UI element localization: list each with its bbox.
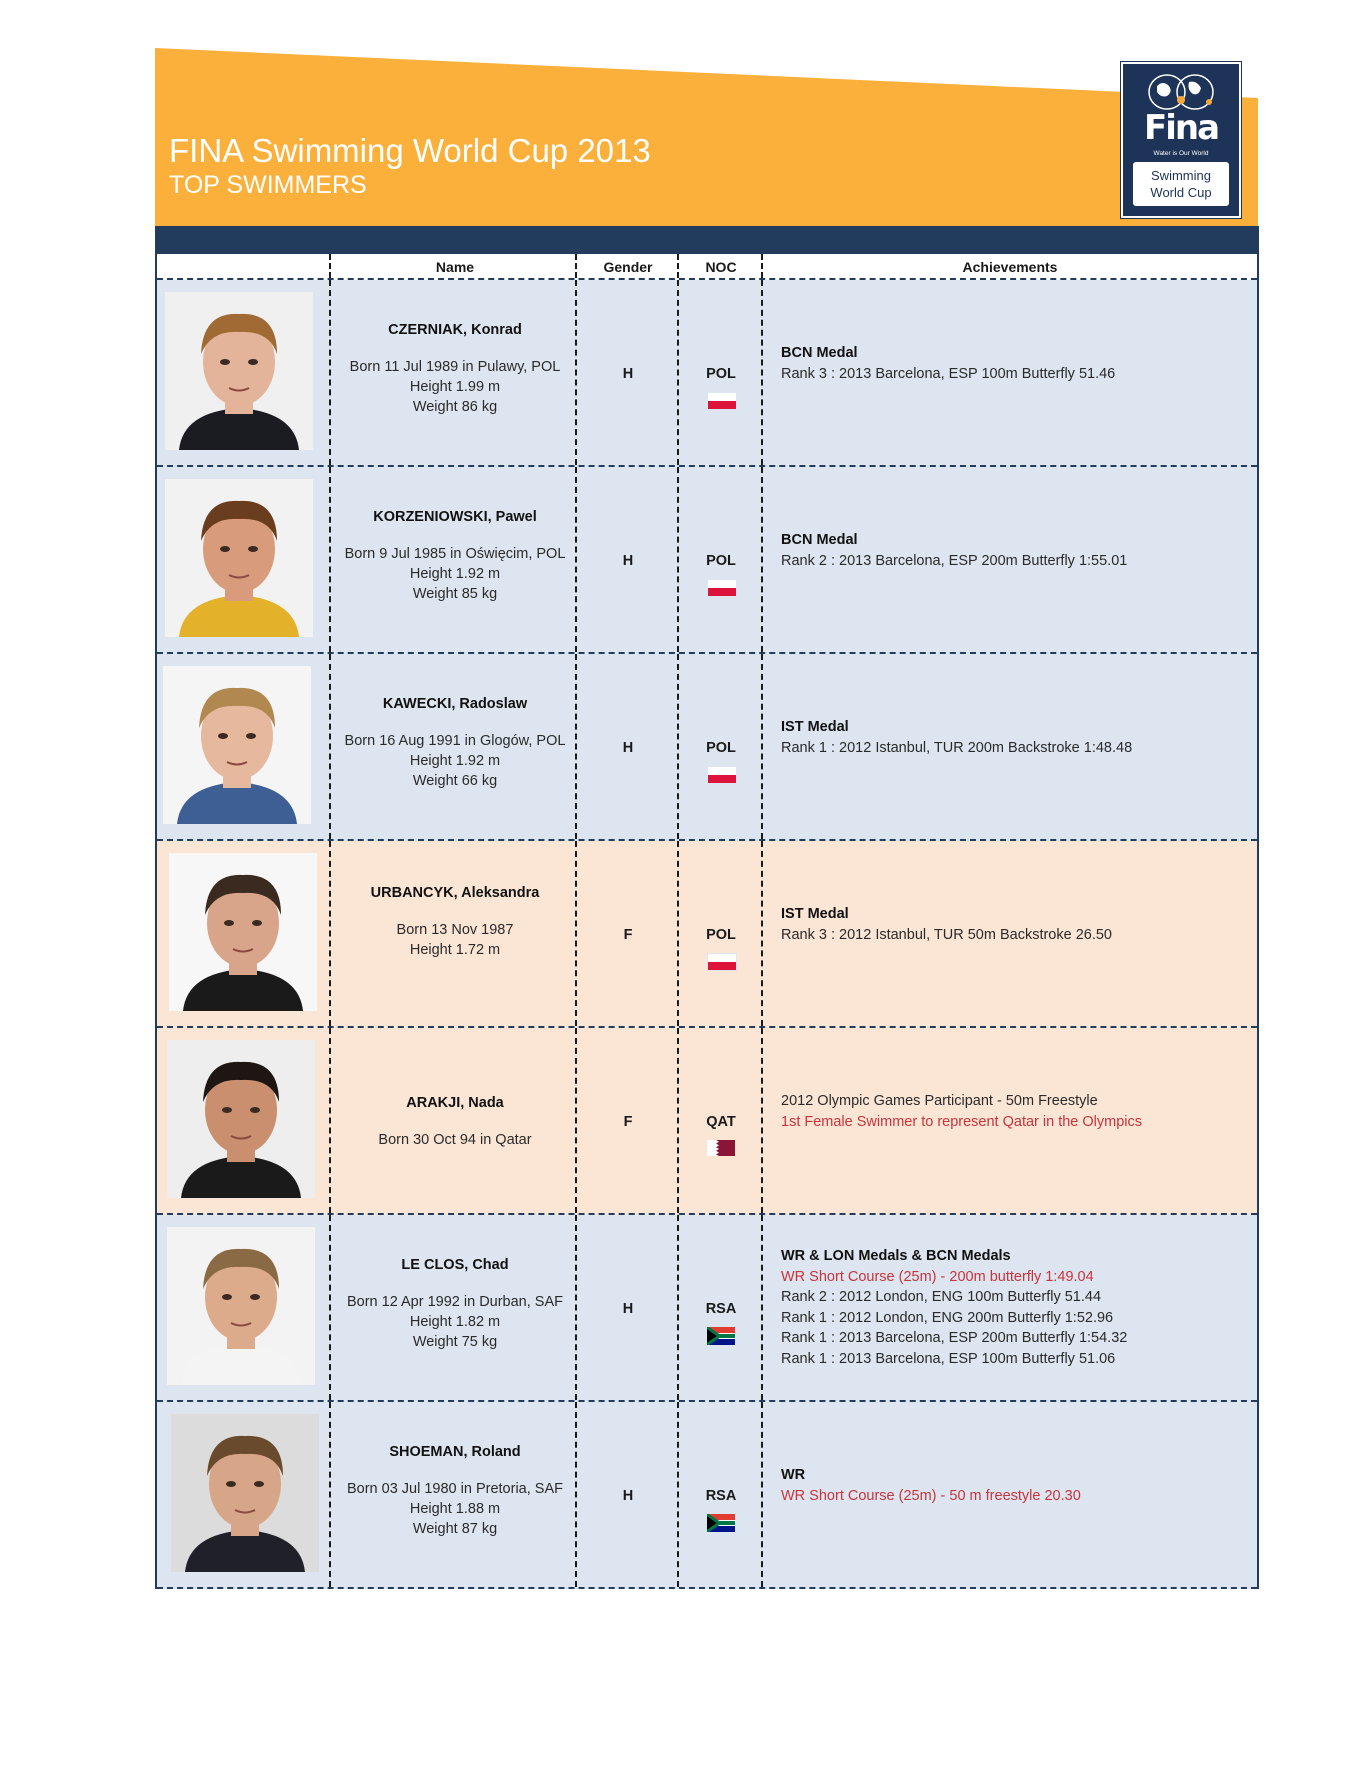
achievement-line: Rank 1 : 2012 Istanbul, TUR 200m Backstroke 1:48.48 [781,739,1133,756]
table-row [157,1215,1257,1402]
swimmer-detail: Born 9 Jul 1985 in Oświęcim, POL [344,546,566,562]
swimmer-info [333,1028,577,1213]
achievement-line: 1st Female Swimmer to represent Qatar in the Olympics [781,1113,1143,1130]
achievement-line: WR Short Course (25m) - 200m butterfly 1:49.04 [781,1268,1094,1285]
swimmer-detail: Height 1.99 m [409,379,501,395]
swimmer-detail: Height 1.72 m [409,942,501,958]
achievement-line: IST Medal [781,719,849,735]
swimmer-achievements [781,1467,1251,1508]
achievement-line: BCN Medal [781,532,858,548]
swimmer-name: KORZENIOWSKI, Pawel [373,509,537,525]
swimmer-noc: POL [706,927,736,943]
swimming-world-cup-badge: Swimming World Cup [1133,162,1229,206]
column-header-name: Name [435,259,475,275]
swimmer-photo [167,1227,315,1385]
swimmer-photo [163,666,311,824]
table-row [157,1402,1257,1589]
page-subtitle: TOP SWIMMERS [169,171,367,199]
swimmer-name: CZERNIAK, Konrad [388,322,522,338]
swimmer-name: SHOEMAN, Roland [389,1444,521,1460]
column-header-noc: NOC [705,259,737,275]
swimmer-detail: Weight 66 kg [412,773,498,789]
swimmer-photo [171,1414,319,1572]
achievement-line: WR Short Course (25m) - 50 m freestyle 20.30 [781,1487,1081,1504]
achievement-line: Rank 2 : 2012 London, ENG 100m Butterfly 51.44 [781,1289,1102,1305]
swimmer-info [333,841,577,1026]
poland-flag [707,579,737,597]
swimmer-achievements [781,345,1251,386]
swimmer-detail: Weight 86 kg [412,399,498,415]
swimmer-photo [165,479,313,637]
achievement-line: 2012 Olympic Games Participant - 50m Freestyle [781,1093,1098,1109]
swimmer-gender: F [623,1114,633,1130]
swimmer-detail: Height 1.92 m [409,566,501,582]
fina-tagline: Water is Our World [1153,150,1209,157]
swimmer-noc: POL [706,366,736,382]
swimmer-achievements [781,719,1251,760]
swimmers-table [155,254,1259,1589]
achievement-line: Rank 1 : 2013 Barcelona, ESP 100m Butterfly 51.06 [781,1350,1116,1367]
swimmer-gender: H [622,366,634,382]
achievement-line: IST Medal [781,906,849,922]
column-header-achievements: Achievements [962,259,1058,275]
swimmer-detail: Weight 85 kg [412,586,498,602]
fina-logo [1121,62,1241,218]
swimmer-name: KAWECKI, Radoslaw [382,696,528,712]
achievement-line: WR [781,1467,806,1483]
swimmer-name: ARAKJI, Nada [406,1095,504,1111]
swimmer-achievements [781,1248,1251,1371]
south-africa-flag [707,1514,735,1530]
table-row [157,467,1257,654]
table-row [157,280,1257,467]
achievement-line: Rank 1 : 2013 Barcelona, ESP 200m Butterfly 1:54.32 [781,1330,1128,1346]
poland-flag [707,392,737,410]
swimmer-achievements [781,906,1251,947]
achievement-line: BCN Medal [781,345,858,361]
page-title: FINA Swimming World Cup 2013 [169,132,651,169]
swimmer-noc: RSA [705,1301,737,1317]
swimmer-detail: Born 13 Nov 1987 [396,922,514,938]
table-header [157,254,1257,280]
swimmer-achievements [781,532,1251,573]
swimmer-detail: Born 16 Aug 1991 in Glogów, POL [344,733,566,749]
swimmer-info [333,1402,577,1587]
swimmer-detail: Height 1.82 m [409,1314,501,1330]
table-row [157,654,1257,841]
table-row [157,841,1257,1028]
swimmer-detail: Born 11 Jul 1989 in Pulawy, POL [349,359,561,375]
swimmer-gender: F [623,927,633,943]
table-top-bar [155,226,1259,254]
swimmer-noc: RSA [705,1488,737,1504]
achievement-line: Rank 3 : 2013 Barcelona, ESP 100m Butterfly 51.46 [781,365,1116,382]
swimmer-photo [169,853,317,1011]
poland-flag [707,953,737,971]
swimmer-info [333,654,577,839]
swimmer-detail: Weight 87 kg [412,1521,498,1537]
swimmer-achievements [781,1093,1251,1134]
poland-flag [707,766,737,784]
swimmer-detail: Born 30 Oct 94 in Qatar [378,1132,532,1148]
achievement-line: Rank 3 : 2012 Istanbul, TUR 50m Backstroke 26.50 [781,926,1112,943]
swimmer-gender: H [622,740,634,756]
table-row [157,1028,1257,1215]
swimmer-gender: H [622,553,634,569]
swimmer-photo [167,1040,315,1198]
swimmer-name: URBANCYK, Aleksandra [370,885,540,901]
swimmer-noc: QAT [706,1114,736,1130]
swimmer-info [333,467,577,652]
swimmer-info [333,280,577,465]
swimmer-detail: Weight 75 kg [412,1334,498,1350]
fina-wordmark: Fina [1143,108,1219,148]
swimmer-photo [165,292,313,450]
achievement-line: WR & LON Medals & BCN Medals [781,1248,1011,1264]
swimmer-detail: Born 03 Jul 1980 in Pretoria, SAF [346,1481,563,1497]
swimmer-detail: Born 12 Apr 1992 in Durban, SAF [346,1294,564,1310]
qatar-flag [707,1140,735,1156]
swimmer-gender: H [622,1301,634,1317]
achievement-line: Rank 2 : 2013 Barcelona, ESP 200m Butterfly 1:55.01 [781,552,1128,569]
south-africa-flag [707,1327,735,1343]
swimmer-noc: POL [706,740,736,756]
swimmer-info [333,1215,577,1400]
achievement-line: Rank 1 : 2012 London, ENG 200m Butterfly 1:52.96 [781,1309,1114,1326]
swimmer-detail: Height 1.92 m [409,753,501,769]
column-header-gender: Gender [603,259,653,275]
swimmer-name: LE CLOS, Chad [401,1257,509,1273]
swimmer-gender: H [622,1488,634,1504]
globe-icon [1139,72,1223,112]
swimmer-noc: POL [706,553,736,569]
swimmer-detail: Height 1.88 m [409,1501,501,1517]
